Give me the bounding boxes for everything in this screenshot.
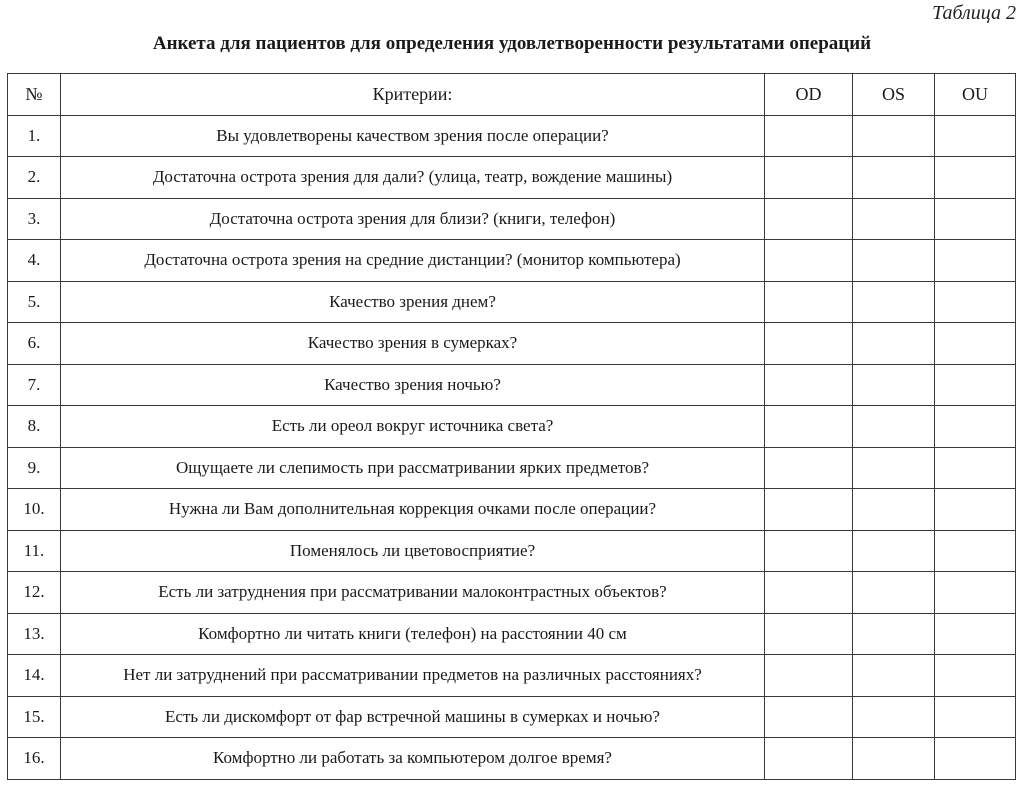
table-row [8, 738, 1016, 780]
row-os-cell[interactable] [853, 696, 935, 738]
row-os-cell[interactable] [853, 738, 935, 780]
row-number: 16. [8, 738, 61, 780]
row-os-cell[interactable] [853, 281, 935, 323]
row-criteria: Нужна ли Вам дополнительная коррекция очками после операции? [61, 489, 765, 531]
document-title: Анкета для пациентов для определения удовлетворенности результатами операций [152, 33, 872, 54]
row-os-cell[interactable] [853, 613, 935, 655]
row-os-cell[interactable] [853, 323, 935, 365]
row-ou-cell[interactable] [935, 489, 1016, 531]
row-criteria: Достаточна острота зрения на средние дистанции? (монитор компьютера) [61, 240, 765, 282]
row-number: 10. [8, 489, 61, 531]
row-od-cell[interactable] [765, 696, 853, 738]
header-number: № [8, 74, 61, 116]
row-criteria: Качество зрения ночью? [61, 364, 765, 406]
row-criteria: Вы удовлетворены качеством зрения после операции? [61, 115, 765, 157]
row-ou-cell[interactable] [935, 240, 1016, 282]
row-od-cell[interactable] [765, 115, 853, 157]
table-row [8, 198, 1016, 240]
row-os-cell[interactable] [853, 115, 935, 157]
table-row [8, 406, 1016, 448]
row-number: 4. [8, 240, 61, 282]
row-number: 12. [8, 572, 61, 614]
header-ou: OU [935, 74, 1016, 116]
row-ou-cell[interactable] [935, 613, 1016, 655]
row-od-cell[interactable] [765, 323, 853, 365]
table-row [8, 240, 1016, 282]
row-number: 1. [8, 115, 61, 157]
header-row [8, 74, 1016, 116]
table-row [8, 655, 1016, 697]
table-row [8, 115, 1016, 157]
row-criteria: Нет ли затруднений при рассматривании предметов на различных расстояниях? [61, 655, 765, 697]
header-os: OS [853, 74, 935, 116]
table-row [8, 364, 1016, 406]
row-ou-cell[interactable] [935, 364, 1016, 406]
row-od-cell[interactable] [765, 572, 853, 614]
row-od-cell[interactable] [765, 738, 853, 780]
row-od-cell[interactable] [765, 613, 853, 655]
row-criteria: Комфортно ли читать книги (телефон) на расстоянии 40 см [61, 613, 765, 655]
row-od-cell[interactable] [765, 364, 853, 406]
row-criteria: Качество зрения днем? [61, 281, 765, 323]
row-ou-cell[interactable] [935, 157, 1016, 199]
row-number: 14. [8, 655, 61, 697]
row-od-cell[interactable] [765, 406, 853, 448]
row-ou-cell[interactable] [935, 198, 1016, 240]
row-od-cell[interactable] [765, 240, 853, 282]
row-ou-cell[interactable] [935, 447, 1016, 489]
table-number-label: Таблица 2 [932, 2, 1016, 24]
row-number: 5. [8, 281, 61, 323]
row-ou-cell[interactable] [935, 115, 1016, 157]
header-criteria: Критерии: [61, 74, 765, 116]
row-ou-cell[interactable] [935, 655, 1016, 697]
row-ou-cell[interactable] [935, 572, 1016, 614]
row-od-cell[interactable] [765, 281, 853, 323]
table-row [8, 613, 1016, 655]
row-ou-cell[interactable] [935, 406, 1016, 448]
header-od: OD [765, 74, 853, 116]
row-od-cell[interactable] [765, 198, 853, 240]
row-number: 11. [8, 530, 61, 572]
row-od-cell[interactable] [765, 530, 853, 572]
table-row [8, 696, 1016, 738]
row-number: 7. [8, 364, 61, 406]
row-criteria: Есть ли ореол вокруг источника света? [61, 406, 765, 448]
row-number: 8. [8, 406, 61, 448]
row-criteria: Комфортно ли работать за компьютером долгое время? [61, 738, 765, 780]
row-os-cell[interactable] [853, 447, 935, 489]
patient-survey-table [7, 73, 1016, 780]
row-os-cell[interactable] [853, 364, 935, 406]
row-os-cell[interactable] [853, 240, 935, 282]
row-os-cell[interactable] [853, 655, 935, 697]
row-os-cell[interactable] [853, 198, 935, 240]
row-ou-cell[interactable] [935, 696, 1016, 738]
row-criteria: Есть ли дискомфорт от фар встречной машины в сумерках и ночью? [61, 696, 765, 738]
row-number: 2. [8, 157, 61, 199]
row-number: 9. [8, 447, 61, 489]
row-os-cell[interactable] [853, 572, 935, 614]
row-od-cell[interactable] [765, 489, 853, 531]
row-criteria: Достаточна острота зрения для дали? (улица, театр, вождение машины) [61, 157, 765, 199]
row-number: 6. [8, 323, 61, 365]
table-row [8, 530, 1016, 572]
row-number: 13. [8, 613, 61, 655]
row-ou-cell[interactable] [935, 530, 1016, 572]
row-ou-cell[interactable] [935, 281, 1016, 323]
row-criteria: Есть ли затруднения при рассматривании малоконтрастных объектов? [61, 572, 765, 614]
table-row [8, 489, 1016, 531]
table-row [8, 157, 1016, 199]
row-os-cell[interactable] [853, 489, 935, 531]
row-os-cell[interactable] [853, 530, 935, 572]
row-od-cell[interactable] [765, 655, 853, 697]
row-number: 15. [8, 696, 61, 738]
row-os-cell[interactable] [853, 157, 935, 199]
row-ou-cell[interactable] [935, 738, 1016, 780]
row-criteria: Ощущаете ли слепимость при рассматривании ярких предметов? [61, 447, 765, 489]
row-criteria: Качество зрения в сумерках? [61, 323, 765, 365]
table-row [8, 572, 1016, 614]
table-row [8, 447, 1016, 489]
table-row [8, 281, 1016, 323]
row-criteria: Достаточна острота зрения для близи? (книги, телефон) [61, 198, 765, 240]
row-os-cell[interactable] [853, 406, 935, 448]
row-criteria: Поменялось ли цветовосприятие? [61, 530, 765, 572]
row-od-cell[interactable] [765, 157, 853, 199]
table-row [8, 323, 1016, 365]
row-od-cell[interactable] [765, 447, 853, 489]
row-ou-cell[interactable] [935, 323, 1016, 365]
row-number: 3. [8, 198, 61, 240]
